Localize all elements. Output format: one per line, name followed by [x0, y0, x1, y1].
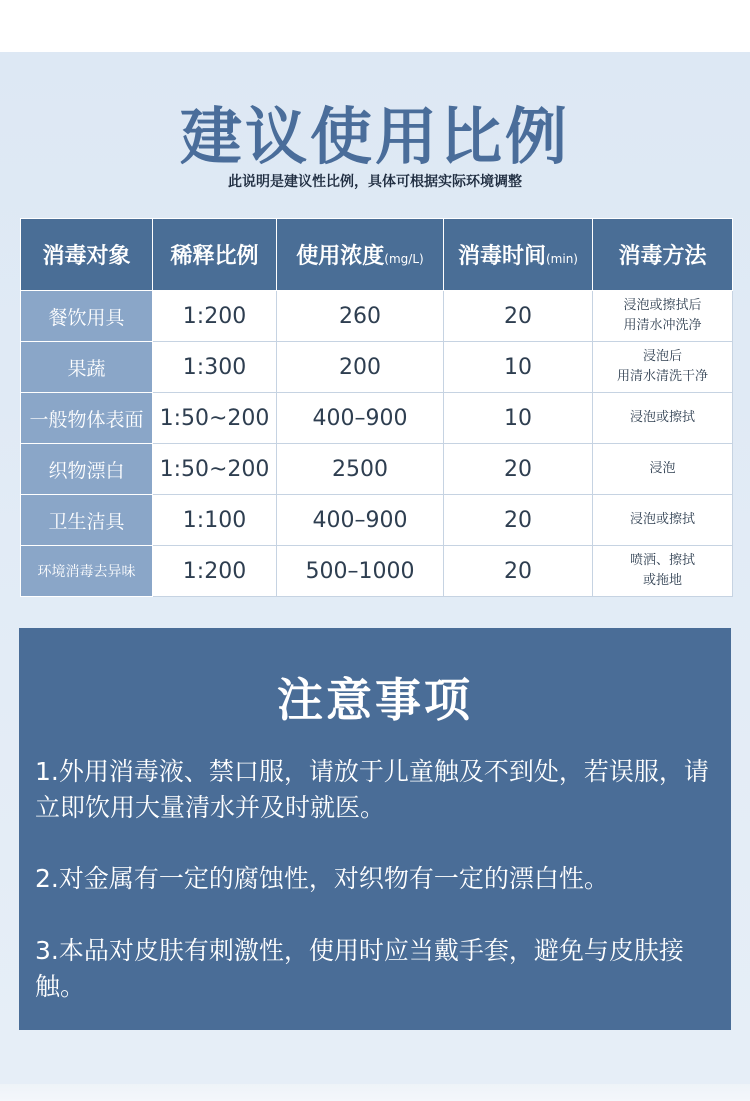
header-concentration: 使用浓度(mg/L)	[277, 219, 444, 291]
method-cell: 浸泡或擦拭后 用清水冲洗净	[593, 291, 733, 342]
concentration-cell: 200	[277, 342, 444, 393]
method-cell: 浸泡或擦拭	[593, 495, 733, 546]
header-method: 消毒方法	[593, 219, 733, 291]
method-cell: 喷洒、擦拭 或拖地	[593, 546, 733, 597]
table-header-row	[21, 219, 733, 291]
time-cell: 20	[444, 495, 593, 546]
page-subtitle: 此说明是建议性比例，具体可根据实际环境调整	[228, 174, 522, 190]
object-cell: 一般物体表面	[21, 393, 153, 444]
ratio-cell: 1:100	[153, 495, 277, 546]
ratio-cell: 1:200	[153, 546, 277, 597]
object-cell: 果蔬	[21, 342, 153, 393]
header-ratio: 稀释比例	[153, 219, 277, 291]
table-row	[21, 342, 733, 393]
ratio-cell: 1:300	[153, 342, 277, 393]
note-item: 2.对金属有一定的腐蚀性，对织物有一定的漂白性。	[35, 864, 609, 893]
concentration-cell: 500–1000	[277, 546, 444, 597]
concentration-cell: 400–900	[277, 393, 444, 444]
table-row	[21, 546, 733, 597]
object-cell: 卫生洁具	[21, 495, 153, 546]
table-row	[21, 393, 733, 444]
table-row	[21, 444, 733, 495]
ratio-cell: 1:50~200	[153, 444, 277, 495]
object-cell: 织物漂白	[21, 444, 153, 495]
ratio-cell: 1:200	[153, 291, 277, 342]
concentration-cell: 400–900	[277, 495, 444, 546]
page-title: 建议使用比例	[179, 100, 570, 173]
time-cell: 10	[444, 393, 593, 444]
method-cell: 浸泡后 用清水清洗干净	[593, 342, 733, 393]
concentration-cell: 2500	[277, 444, 444, 495]
bottom-strip	[0, 1084, 750, 1101]
note-item: 3.本品对皮肤有刺激性，使用时应当戴手套，避免与皮肤接触。	[35, 936, 684, 1001]
time-cell: 10	[444, 342, 593, 393]
table-row	[21, 495, 733, 546]
notes-box	[19, 628, 731, 1030]
header-time: 消毒时间(min)	[444, 219, 593, 291]
ratio-cell: 1:50~200	[153, 393, 277, 444]
header-object: 消毒对象	[21, 219, 153, 291]
object-cell: 环境消毒去异味	[21, 546, 153, 597]
method-cell: 浸泡	[593, 444, 733, 495]
time-cell: 20	[444, 546, 593, 597]
note-item: 1.外用消毒液、禁口服，请放于儿童触及不到处，若误服，请立即饮用大量清水并及时就医。	[35, 757, 709, 822]
usage-ratio-table	[20, 218, 733, 597]
time-cell: 20	[444, 444, 593, 495]
method-cell: 浸泡或擦拭	[593, 393, 733, 444]
concentration-cell: 260	[277, 291, 444, 342]
notes-title: 注意事项	[277, 673, 473, 727]
table-row	[21, 291, 733, 342]
object-cell: 餐饮用具	[21, 291, 153, 342]
time-cell: 20	[444, 291, 593, 342]
